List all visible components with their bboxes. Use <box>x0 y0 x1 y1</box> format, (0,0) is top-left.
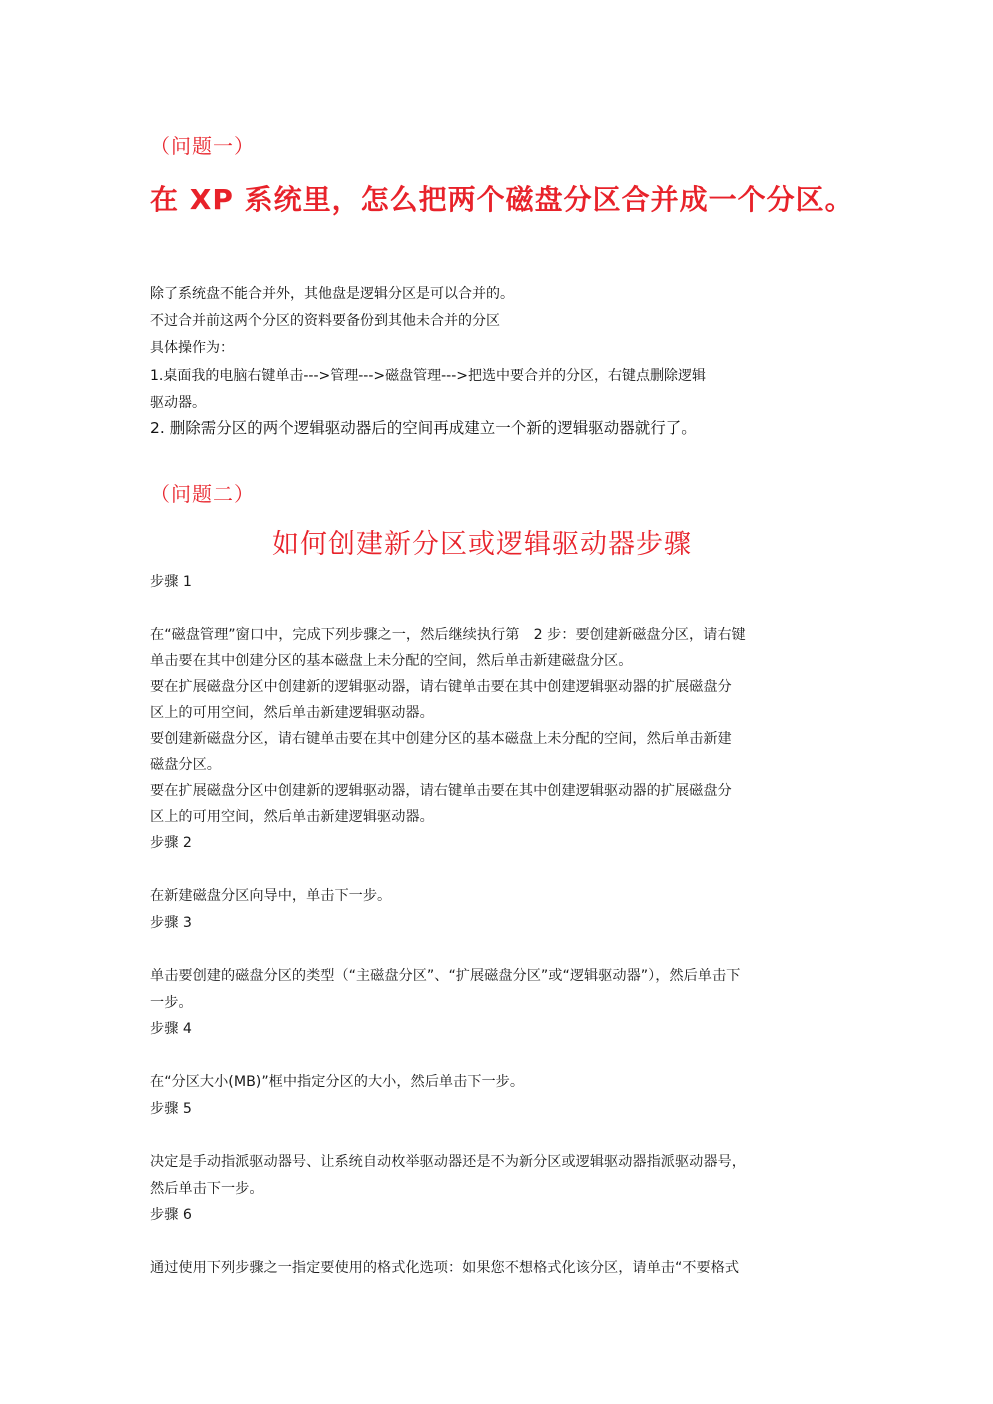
q1-body-line: 不过合并前这两个分区的资料要备份到其他未合并的分区 <box>150 313 500 329</box>
q1-body-line: 2. 删除需分区的两个逻辑驱动器后的空间再成建立一个新的逻辑驱动器就行了。 <box>150 419 697 437</box>
step-heading: 步骤 6 <box>150 1207 192 1223</box>
step-body-line: 在“分区大小(MB)”框中指定分区的大小，然后单击下一步。 <box>150 1074 525 1090</box>
q1-body-line: 除了系统盘不能合并外，其他盘是逻辑分区是可以合并的。 <box>150 286 514 302</box>
step-heading: 步骤 5 <box>150 1101 192 1117</box>
q1-body-line: 1.桌面我的电脑右键单击--->管理--->磁盘管理--->把选中要合并的分区，右键点删除逻辑 <box>150 368 707 384</box>
step-body-line: 单击要创建的磁盘分区的类型（“主磁盘分区”、“扩展磁盘分区”或“逻辑驱动器”），然后单击下 <box>150 968 741 984</box>
step-body-line: 要在扩展磁盘分区中创建新的逻辑驱动器，请右键单击要在其中创建逻辑驱动器的扩展磁盘分 <box>150 679 732 695</box>
step-body-line: 要在扩展磁盘分区中创建新的逻辑驱动器，请右键单击要在其中创建逻辑驱动器的扩展磁盘分 <box>150 783 732 799</box>
step-body-line: 然后单击下一步。 <box>150 1181 264 1197</box>
question-one-label: （问题一） <box>150 134 255 158</box>
step-body-line: 在新建磁盘分区向导中，单击下一步。 <box>150 888 392 904</box>
question-two-title: 如何创建新分区或逻辑驱动器步骤 <box>272 529 692 560</box>
step-body-line: 单击要在其中创建分区的基本磁盘上未分配的空间，然后单击新建磁盘分区。 <box>150 653 633 669</box>
question-two-label: （问题二） <box>150 482 255 506</box>
step-heading: 步骤 2 <box>150 835 192 851</box>
question-one-title: 在 XP 系统里，怎么把两个磁盘分区合并成一个分区。 <box>150 183 854 216</box>
step-body-line: 区上的可用空间，然后单击新建逻辑驱动器。 <box>150 705 434 721</box>
step-heading: 步骤 1 <box>150 574 192 590</box>
step-heading: 步骤 3 <box>150 915 192 931</box>
step-body-line: 决定是手动指派驱动器号、让系统自动枚举驱动器还是不为新分区或逻辑驱动器指派驱动器号， <box>150 1154 746 1170</box>
step-body-line: 磁盘分区。 <box>150 757 221 773</box>
step-body-line: 要创建新磁盘分区，请右键单击要在其中创建分区的基本磁盘上未分配的空间，然后单击新建 <box>150 731 732 747</box>
q1-body-line: 驱动器。 <box>150 395 206 411</box>
step-body-line: 通过使用下列步骤之一指定要使用的格式化选项：如果您不想格式化该分区，请单击“不要格式 <box>150 1260 740 1276</box>
step-heading: 步骤 4 <box>150 1021 192 1037</box>
step-body-line: 在“磁盘管理”窗口中，完成下列步骤之一，然后继续执行第 2 步：要创建新磁盘分区，请右键 <box>150 627 746 643</box>
step-body-line: 一步。 <box>150 995 193 1011</box>
q1-body-line: 具体操作为： <box>150 340 234 356</box>
step-body-line: 区上的可用空间，然后单击新建逻辑驱动器。 <box>150 809 434 825</box>
